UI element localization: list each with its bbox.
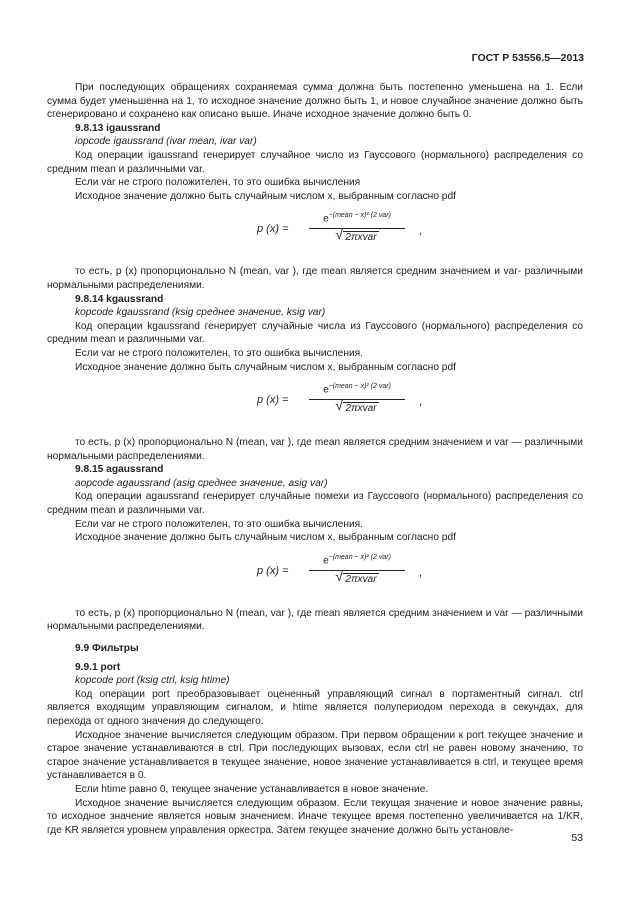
intro-paragraph: При последующих обращениях сохраняемая сумма должна быть постепенно уменьшена на 1. Если сумма будет уменьшенна на 1, то исходное значение должно быть 1, и новое случайное значение должно быть сгенерировано и сохранено как описано выше. Иначе исходное значение должно быть 0. <box>47 82 583 121</box>
description-paragraph: Код операции igaussrand генерирует случайное число из Гауссового (нормального) распределения со средним mean и различными var. <box>47 149 583 175</box>
pdf-formula <box>47 547 583 603</box>
formula-lhs: p (x) = <box>257 394 289 407</box>
formula-comma: , <box>419 225 423 238</box>
after-formula-paragraph: то есть, p (x) пропорционально N (mean, var ), где mean является средним значением и var- различными нормальными распределениями. <box>47 266 583 291</box>
formula-lhs: p (x) = <box>257 223 289 236</box>
formula-fraction <box>309 380 405 416</box>
formula-denominator: √ 2πxvar <box>335 567 377 585</box>
port-paragraph-2: Исходное значение вычисляется следующим образом. При первом обращении к port текущее значение и старое значение устанавливаются в ctrl. При последующих вызовах, если ctrl не равен новому значению, то старое значение устанавливается в текущее значение, новое значение устанавливается в ctrl, и текущее время устанавливается в 0. <box>47 729 583 782</box>
syntax-line: kopcode kgaussrand (ksig среднее значение, ksig var) <box>75 307 326 319</box>
after-formula-paragraph: то есть, p (x) пропорционально N (mean, var ), где mean является средним значением и var — различными нормальными распределениями. <box>47 437 583 462</box>
section-heading: 9.8.14 kgaussrand <box>75 293 164 305</box>
formula-comma: , <box>419 396 423 409</box>
section-heading: 9.8.15 agaussrand <box>75 464 164 476</box>
init-note: Исходное значение должно быть случайным числом x, выбранным согласно pdf <box>75 361 456 373</box>
standard-header: ГОСТ Р 53556.5—2013 <box>471 52 584 64</box>
description-paragraph: Код операции kgaussrand генерирует случайные числа из Гауссового (нормального) распределения со средним mean и различными var. <box>47 320 583 346</box>
port-paragraph-1: Код операции port преобразовывает оцененный управляющий сигнал в портаментный сигнал. ctrl является входящим управляющим сигналом, и htime является полупериодом перехода в секундах, для перехода от одного значения до следующего. <box>47 688 583 727</box>
fraction-bar <box>309 570 405 571</box>
subsection-heading: 9.9.1 port <box>75 661 121 673</box>
formula-numerator: $e^{-(mean - x)^2 (2 var)}$ <box>323 212 391 225</box>
init-note: Исходное значение должно быть случайным числом x, выбранным согласно pdf <box>75 532 456 544</box>
page-content <box>47 81 583 837</box>
formula-denominator: √ 2πxvar <box>335 397 377 415</box>
formula-comma: , <box>419 566 423 579</box>
fraction-bar <box>309 399 405 400</box>
pdf-formula <box>47 205 583 261</box>
description-paragraph: Код операции agaussrand генерирует случайные помехи из Гауссового (нормального) распределения со средним mean и различными var. <box>47 491 583 517</box>
init-note: Исходное значение должно быть случайным числом x, выбранным согласно pdf <box>75 190 456 202</box>
sqrt-icon: √ <box>335 397 344 414</box>
formula-numerator: $e^{-(mean - x)^2 (2 var)}$ <box>323 383 391 396</box>
error-note: Если var не строго положителен, то это ошибка вычисления <box>75 177 361 189</box>
page-number: 53 <box>571 832 583 844</box>
error-note: Если var не строго положителен, то это ошибка вычисления. <box>75 347 363 359</box>
formula-fraction <box>309 209 405 245</box>
section-heading: 9.9 Фильтры <box>75 643 139 655</box>
section-heading: 9.8.13 igaussrand <box>75 122 161 134</box>
syntax-line: kopcode port (ksig ctrl, ksig htime) <box>75 675 230 687</box>
formula-denominator: √ 2πxvar <box>335 226 377 244</box>
port-paragraph-4: Исходное значение вычисляется следующим образом. Если текущая значение и новое значение равны, то исходное значение является новым значением. Иначе текущее время постепенно увеличивается на 1/KR, где KR является уровнем управления оркестра. Затем текущее значение должно быть установле- <box>47 797 583 836</box>
formula-numerator: $e^{-(mean - x)^2 (2 var)}$ <box>323 553 391 567</box>
fraction-bar <box>309 228 405 229</box>
sqrt-icon: √ <box>335 226 344 243</box>
pdf-formula <box>47 376 583 432</box>
after-formula-paragraph: то есть, p (x) пропорционально N (mean, var ), где mean является средним значением и var — различными нормальными распределениями. <box>47 607 583 633</box>
syntax-line: iopcode igaussrand (ivar mean, ivar var) <box>75 136 257 148</box>
formula-fraction <box>309 551 405 587</box>
error-note: Если var не строго положителен, то это ошибка вычисления. <box>75 518 363 530</box>
syntax-line: aopcode agaussrand (asig среднее значение, asig var) <box>75 477 328 489</box>
formula-lhs: p (x) = <box>257 564 289 577</box>
port-paragraph-3: Если htime равно 0, текущее значение устанавливается в новое значение. <box>75 783 429 795</box>
sqrt-icon: √ <box>335 567 344 584</box>
